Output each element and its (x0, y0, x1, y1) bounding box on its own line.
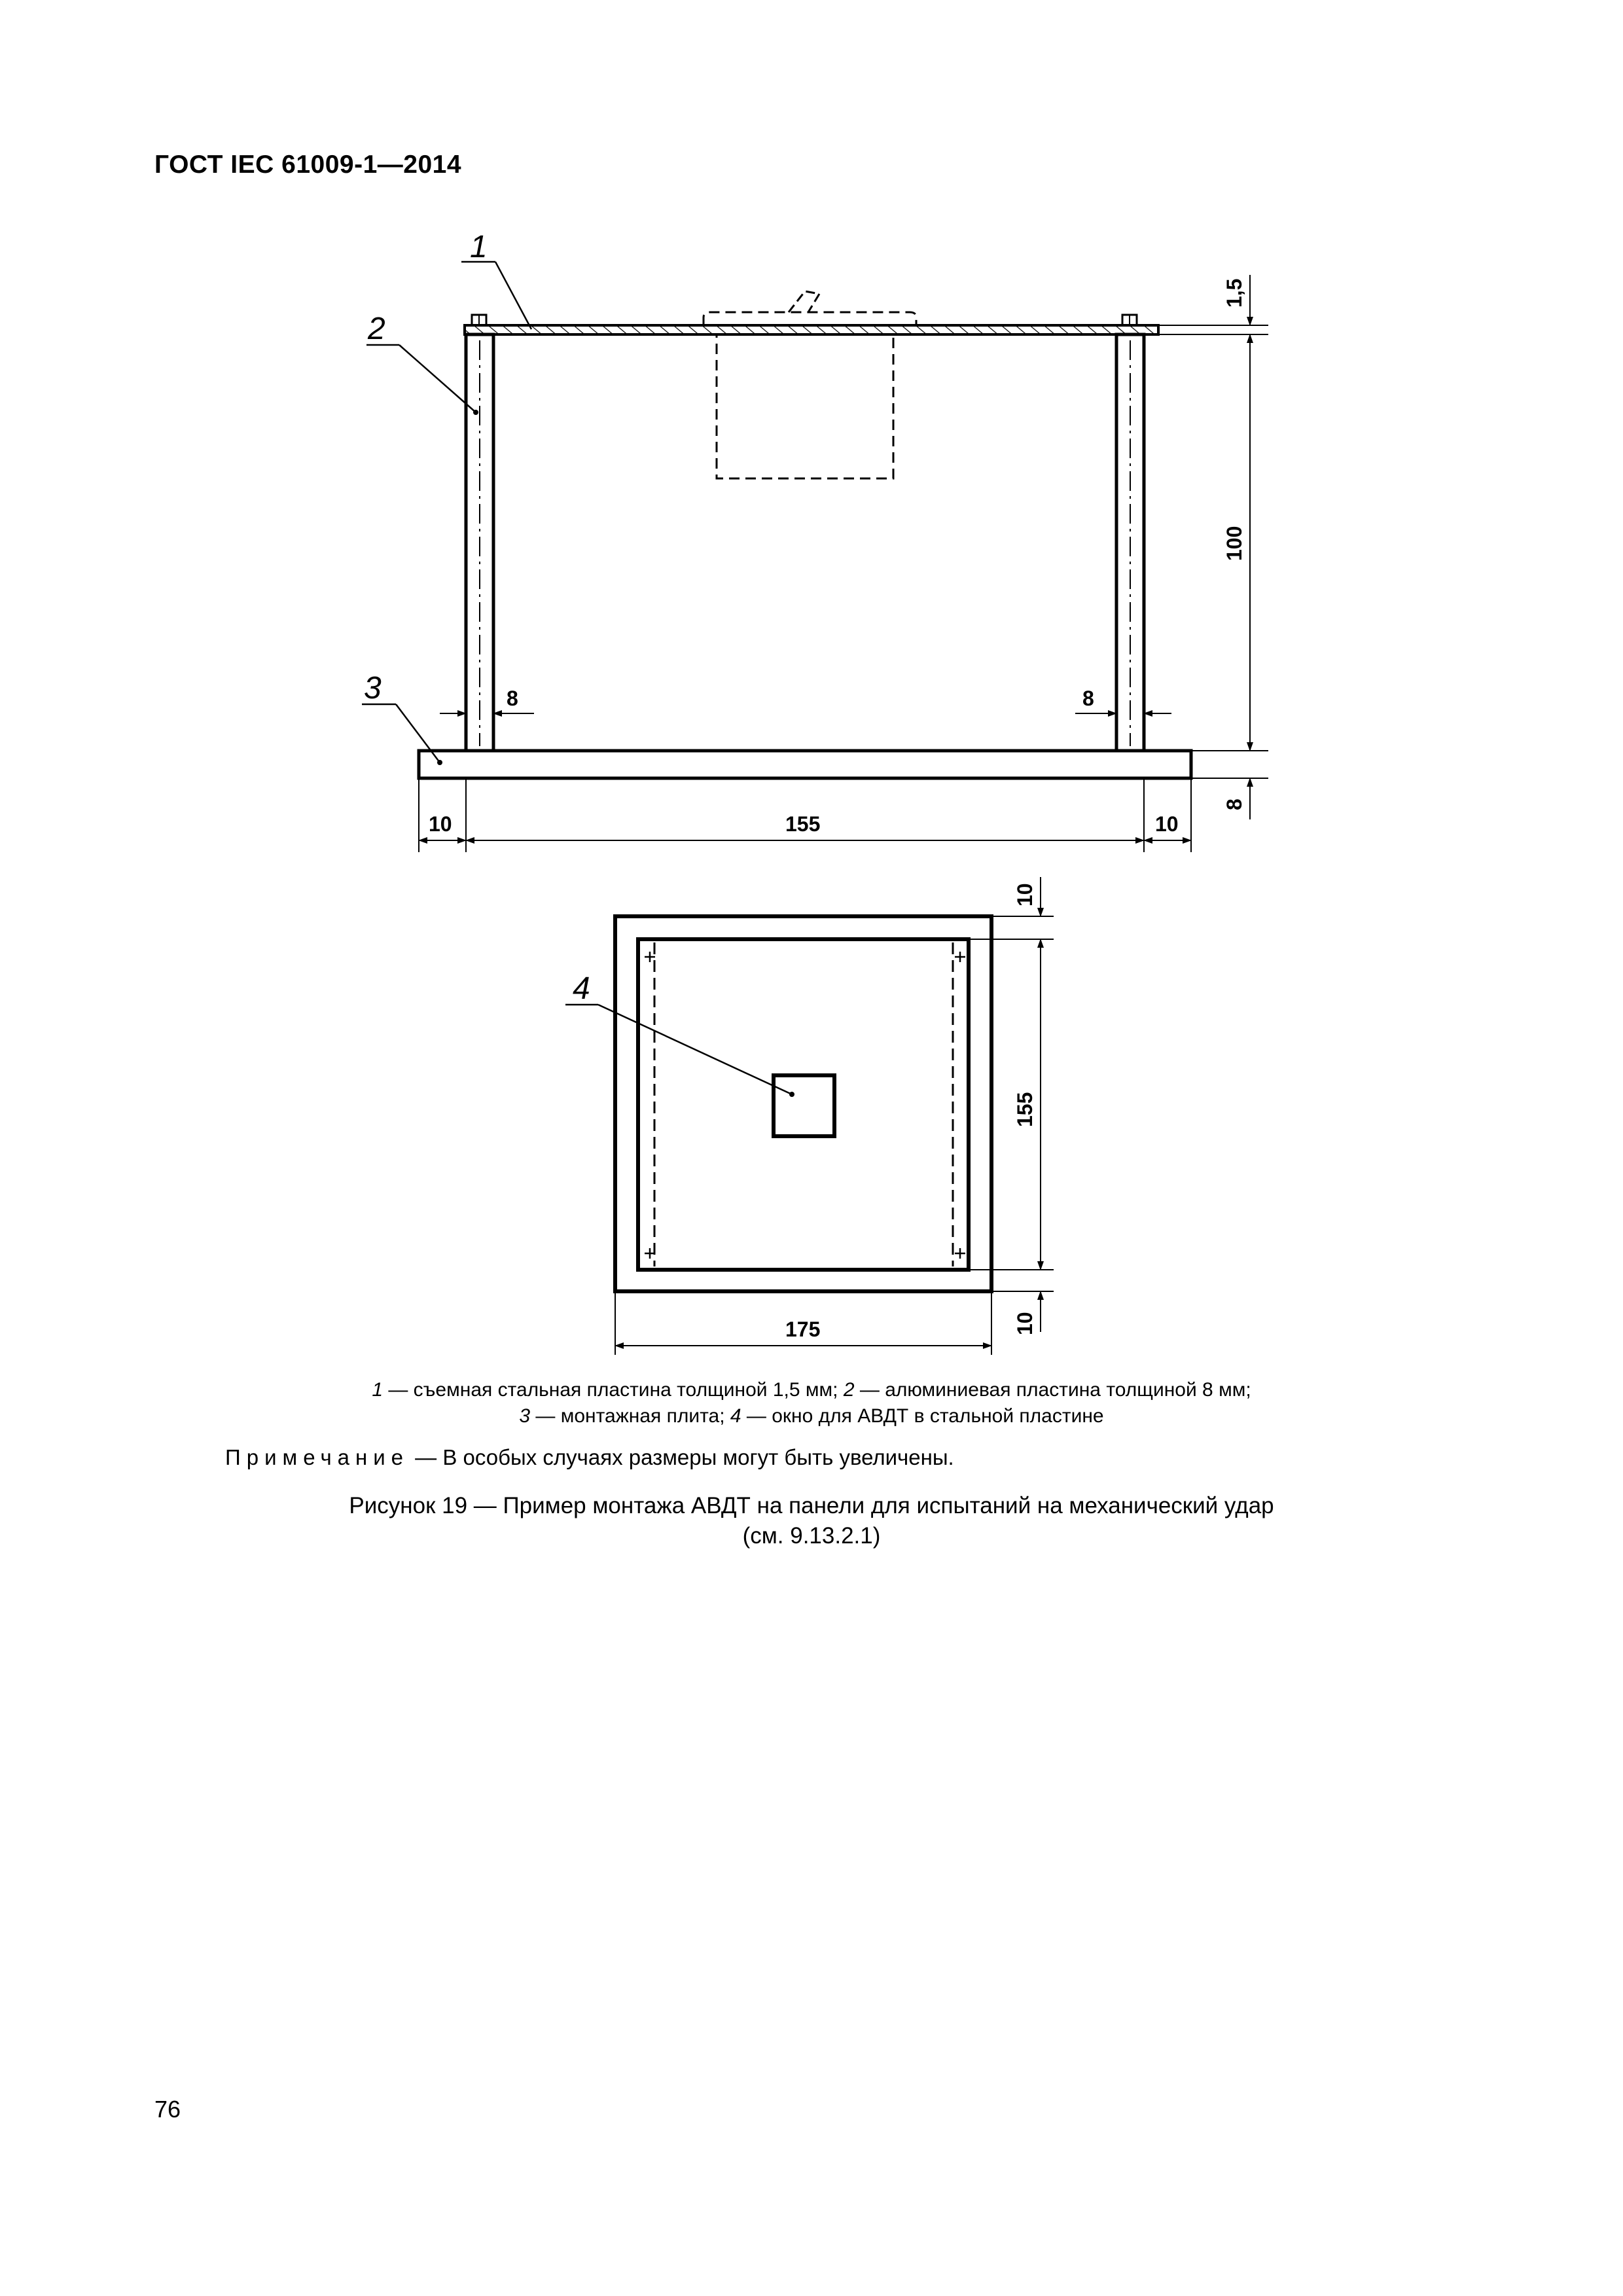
dim-inner-height: 155 (1013, 1092, 1037, 1127)
side-view (362, 230, 1268, 852)
note-label: Примечание (225, 1445, 410, 1469)
rcd-outline-top (704, 312, 916, 325)
callout-3: 3 (364, 671, 382, 706)
callout-4: 4 (573, 971, 590, 1006)
dim-width: 155 (785, 812, 821, 836)
figure-legend (0, 1377, 1623, 1429)
callout-1: 1 (470, 230, 488, 264)
legend-line-1: 1 — съемная стальная пластина толщиной 1,5 мм; 2 — алюминиевая пластина толщиной 8 мм; (372, 1379, 1251, 1401)
dim-left-wall: 8 (507, 687, 518, 710)
inner-plate (638, 939, 969, 1270)
caption-line-1: Рисунок 19 — Пример монтажа АВДТ на панели для испытаний на механический удар (349, 1493, 1274, 1518)
dim-top-margin: 10 (1013, 883, 1037, 906)
rcd-window (774, 1075, 834, 1136)
dim-height: 100 (1222, 526, 1246, 561)
rcd-toggle (789, 291, 819, 312)
figure-caption (0, 1491, 1623, 1551)
dim-outer-width: 175 (785, 1318, 821, 1341)
dim-left-overhang: 10 (429, 812, 452, 836)
dim-right-overhang: 10 (1155, 812, 1179, 836)
dim-base-thickness: 8 (1222, 798, 1246, 810)
callout-2: 2 (368, 312, 385, 346)
legend-line-2: 3 — монтажная плита; 4 — окно для АВДТ в стальной пластине (519, 1405, 1104, 1427)
steel-plate (465, 325, 1158, 334)
rcd-body (717, 334, 893, 478)
caption-line-2: (см. 9.13.2.1) (742, 1523, 881, 1549)
note-text: В особых случаях размеры могут быть увеличены. (442, 1445, 954, 1469)
page-number: 76 (154, 2096, 181, 2123)
top-view (565, 877, 1054, 1355)
dim-bottom-margin: 10 (1013, 1312, 1037, 1335)
outer-base (615, 916, 991, 1291)
dim-plate-thickness: 1,5 (1222, 278, 1246, 308)
mounting-base (419, 751, 1191, 778)
dim-right-wall: 8 (1082, 687, 1094, 710)
page-header: ГОСТ IEC 61009-1—2014 (154, 151, 462, 179)
figure-note: Примечание — В особых случаях размеры могут быть увеличены. (225, 1445, 954, 1469)
